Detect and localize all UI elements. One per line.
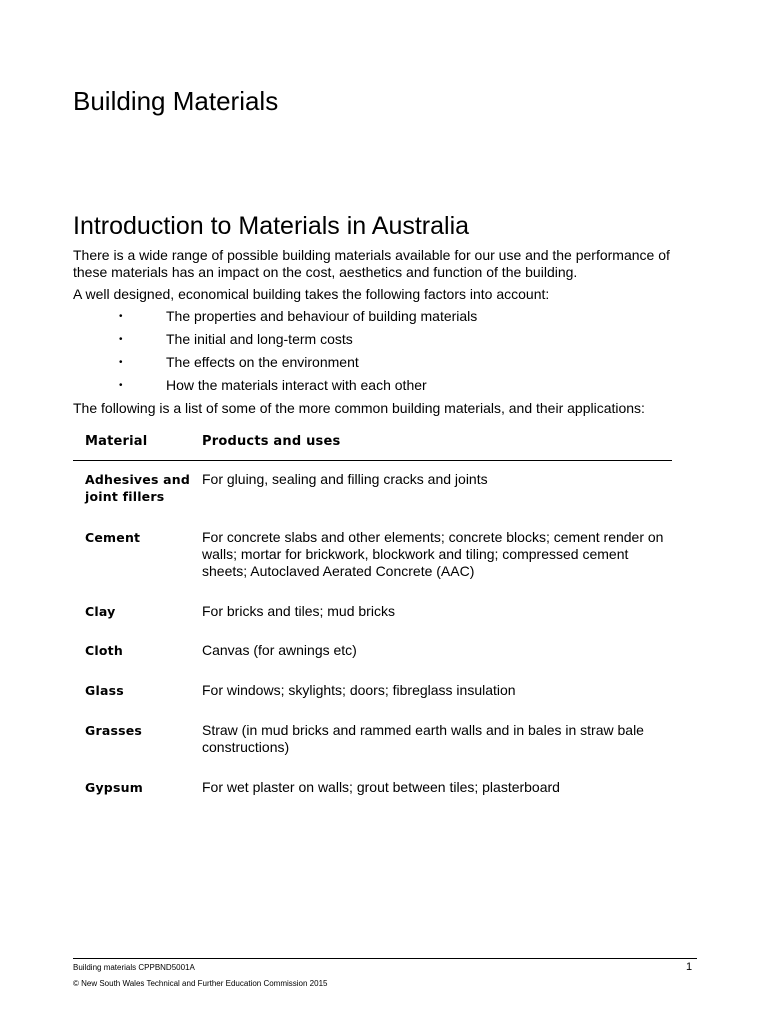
uses-cell: For concrete slabs and other elements; concrete blocks; cement render on walls; mortar for brickwork, blockwork and tiling; compressed cement sheets; Autoclaved Aerated Concrete (AAC) xyxy=(202,529,664,579)
bullet-icon: • xyxy=(119,357,123,368)
material-cell: Cement xyxy=(85,530,141,545)
material-cell: Adhesives and joint fillers xyxy=(85,472,191,504)
material-cell: Gypsum xyxy=(85,780,143,795)
list-item xyxy=(73,354,673,377)
list-item-text: The properties and behaviour of building materials xyxy=(166,308,478,324)
uses-cell: For windows; skylights; doors; fibreglass insulation xyxy=(202,682,516,698)
footer-divider xyxy=(73,958,697,959)
material-cell: Glass xyxy=(85,683,124,698)
material-cell: Clay xyxy=(85,604,116,619)
table-header xyxy=(73,426,672,461)
uses-cell: For bricks and tiles; mud bricks xyxy=(202,603,395,619)
page-title: Building Materials xyxy=(73,86,279,116)
materials-table xyxy=(73,426,672,795)
footer-course-code: Building materials CPPBND5001A xyxy=(73,963,195,972)
factors-list xyxy=(73,308,673,400)
material-cell: Grasses xyxy=(85,723,143,738)
bullet-icon: • xyxy=(119,334,123,345)
list-item-text: The initial and long-term costs xyxy=(166,331,353,347)
bullet-icon: • xyxy=(119,311,123,322)
list-lead-text: The following is a list of some of the more common building materials, and their applications: xyxy=(73,400,645,416)
intro-paragraph: There is a wide range of possible building materials available for our use and the performance of these materials has an impact on the cost, aesthetics and function of the building. xyxy=(73,247,670,280)
uses-cell: For gluing, sealing and filling cracks and joints xyxy=(202,471,488,487)
uses-cell: For wet plaster on walls; grout between tiles; plasterboard xyxy=(202,779,560,795)
footer-copyright: © New South Wales Technical and Further Education Commission 2015 xyxy=(73,979,328,988)
header-material: Material xyxy=(85,434,148,449)
list-item-text: How the materials interact with each other xyxy=(166,377,427,393)
list-item-text: The effects on the environment xyxy=(166,354,359,370)
page-number: 1 xyxy=(686,961,693,973)
material-cell: Cloth xyxy=(85,643,123,658)
list-item xyxy=(73,331,673,354)
header-products-and-uses: Products and uses xyxy=(202,434,341,449)
uses-cell: Canvas (for awnings etc) xyxy=(202,642,357,658)
list-item xyxy=(73,377,673,400)
factors-lead-text: A well designed, economical building takes the following factors into account: xyxy=(73,286,550,302)
uses-cell: Straw (in mud bricks and rammed earth walls and in bales in straw bale constructions) xyxy=(202,722,644,755)
list-item xyxy=(73,308,673,331)
section-heading: Introduction to Materials in Australia xyxy=(73,212,470,240)
bullet-icon: • xyxy=(119,380,123,391)
